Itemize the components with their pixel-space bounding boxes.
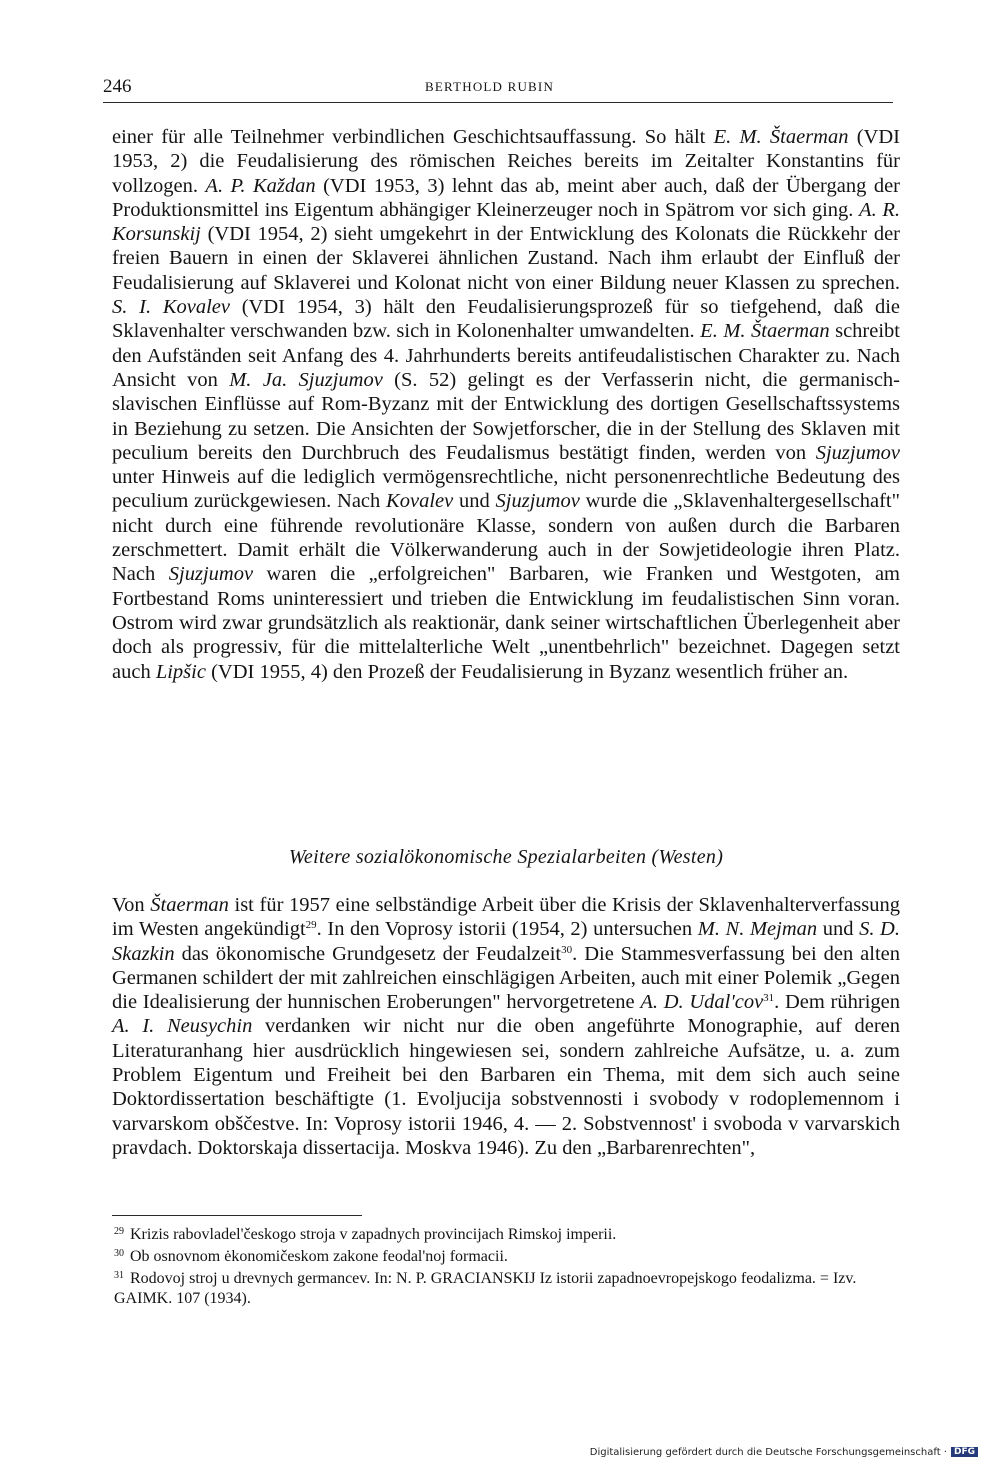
text-run: verdanken wir nicht nur die oben angeführte Monographie, auf deren Literaturanhang hier ausdrücklich hingewiesen sei, sondern zahlreiche Aufsätze, u. a. zum Problem Eigentum und Freiheit bei den Barbaren ein Thema, mit dem sich auch seine Doktordissertation beschäftigte (1. Evoljucija sobstvennosti i svobody v rodoplemennom i varvarskom obščestve. In: Voprosy istorii 1946, 4. — 2. Sobstvennost' i svoboda v varvarskich pravdach. Doktorskaja dissertacija. Moskva 1946). Zu den „Barbarenrechten",: [112, 1015, 900, 1159]
paragraph: [112, 893, 900, 1160]
author-name: E. M. Štaerman: [713, 126, 849, 148]
text-run: (S. 52) gelingt es der Verfasserin nicht, die germanisch-slavischen Einflüsse auf Rom-Byzanz mit der Entwicklung des dortigen Gesellschaftssystems in Beziehung zu setzen. Die Ansichten der Sowjetforscher, die in der Stellung des Sklaven mit peculium bereits den Durchbruch des Feudalismus bestätigt finden, werden von: [112, 368, 901, 464]
digitization-credit: [0, 1447, 978, 1458]
text-run: (VDI 1955, 4) den Prozeß der Feudalisierung in Byzanz wesentlich früher an.: [205, 660, 849, 683]
author-name: Štaerman: [150, 894, 229, 916]
author-name: A. R. Korsunskij: [112, 198, 900, 246]
page-number: 246: [103, 76, 132, 97]
author-name: E. M. Štaerman: [700, 320, 830, 343]
author-name: A. D. Udal'cov: [640, 991, 764, 1014]
body-paragraph-1: [112, 125, 900, 684]
text-run: . Die Stammesverfassung bei den alten Germanen schildert der mit zahlreichen einschlägigen Arbeiten, auch mit einer Polemik „Gegen die Idealisierung der hunnischen Eroberungen" hervorgetretene: [112, 942, 900, 1014]
text-run: (VDI 1953, 2) die Feudalisierung des römischen Reiches bereits im Zeitalter Konstantins für vollzogen.: [112, 126, 900, 197]
author-name: A. I. Neusychin: [112, 1015, 253, 1038]
footnote-number: 31: [114, 1270, 124, 1282]
text-run: ist für 1957 eine selbständige Arbeit über die Krisis der Sklavenhalterverfassung im Westen angekündigt: [112, 894, 900, 941]
footnote-number: 30: [114, 1248, 124, 1260]
footnote-text: Rodovoj stroj u drevnych germancev. In: N. P. GRACIANSKIJ Iz istorii zapadnoevropejskogo feodalizma. = Izv. GAIMK. 107 (1934).: [114, 1270, 857, 1307]
author-name: M. N. Mejman: [697, 918, 818, 941]
dfg-logo: DFG: [951, 1447, 978, 1457]
text-run: Von: [112, 894, 151, 916]
footnote-ref: 30: [561, 943, 573, 956]
footnote: [114, 1222, 900, 1244]
footnote-text: Ob osnovnom ėkonomičeskom zakone feodal'noj formacii.: [130, 1248, 508, 1266]
author-name: Lipšic: [155, 660, 206, 683]
text-run: waren die „erfolgreichen" Barbaren, wie Franken und Westgoten, am Fortbestand Roms uninteressiert und trieben die Entwicklung im feudalistischen Sinn voran. Ostrom wird zwar grundsätzlich als reaktionär, dank seiner wirtschaftlichen Überlegenheit aber doch als progressiv, für die mittelalterliche Welt „unentbehrlich" bezeichnet. Dagegen setzt auch: [112, 563, 900, 683]
credit-text: Digitalisierung gefördert durch die Deutsche Forschungsgemeinschaft ·: [589, 1447, 947, 1458]
text-run: unter Hinweis auf die lediglich vermögensrechtliche, nicht personenrechtliche Bedeutung des peculium zurückgewiesen. Nach: [112, 466, 900, 513]
author-name: A. P. Každan: [205, 174, 316, 197]
text-run: einer für alle Teilnehmer verbindlichen Geschichtsauffassung. So hält: [112, 126, 714, 148]
author-name: Sjuzjumov: [815, 441, 900, 464]
text-run: und: [817, 918, 860, 941]
body-paragraph-2: [112, 893, 900, 1160]
footnote-ref: 31: [763, 992, 775, 1005]
paragraph: [112, 125, 900, 684]
text-run: (VDI 1954, 2) sieht umgekehrt in der Entwicklung des Kolonats die Rückkehr der freien Bauern in einen der Sklaverei ähnlichen Zustand. Nach ihm erlaubt der Einfluß der Feudalisierung auf Sklaverei und Kolonat nicht von einer Bildung neuer Klassen zu sprechen.: [112, 223, 900, 294]
footnote: [114, 1266, 900, 1307]
author-name: Sjuzjumov: [168, 563, 254, 586]
footnote: [114, 1244, 900, 1266]
running-head: BERTHOLD RUBIN: [425, 79, 555, 94]
text-run: das ökonomische Grundgesetz der Feudalzeit: [174, 942, 562, 965]
text-run: . Dem rührigen: [774, 991, 901, 1014]
author-name: S. D. Skazkin: [112, 918, 900, 965]
text-run: wurde die „Sklavenhaltergesellschaft" nicht durch eine führende revolutionäre Klasse, sondern von außen durch die Barbaren zerschmettert. Damit erhält die Völkerwanderung auch in der Sowjetideologie ihren Platz. Nach: [112, 490, 900, 586]
text-run: und: [453, 490, 496, 513]
footnote-ref: 29: [305, 919, 317, 932]
text-run: (VDI 1953, 3) lehnt das ab, meint aber auch, daß der Übergang der Produktionsmittel ins Eigentum abhängiger Kleinerzeuger noch in Spätrom vor sich ging.: [112, 174, 900, 221]
text-run: (VDI 1954, 3) hält den Feudalisierungsprozeß für so tiefgehend, daß die Sklavenhalter verschwanden bzw. sich in Kolonenhalter umwandelten.: [112, 296, 900, 343]
author-name: Kovalev: [386, 490, 454, 513]
author-name: S. I. Kovalev: [112, 296, 230, 319]
text-run: . In den Voprosy istorii (1954, 2) untersuchen: [316, 918, 698, 941]
section-heading: Weitere sozialökonomische Spezialarbeiten (Westen): [288, 846, 724, 868]
footnote-text: Krizis rabovladel'českogo stroja v zapadnych provincijach Rimskoj imperii.: [130, 1226, 617, 1243]
footnotes: [114, 1222, 900, 1308]
page-header: [103, 76, 893, 103]
text-run: schreibt den Aufständen seit Anfang des 4. Jahrhunderts bereits antifeudalistischen Charakter zu. Nach Ansicht von: [112, 320, 900, 391]
footnote-number: 29: [114, 1226, 124, 1237]
author-name: M. Ja. Sjuzjumov: [229, 368, 383, 391]
footnote-divider: [112, 1215, 362, 1216]
author-name: Sjuzjumov: [495, 490, 580, 513]
